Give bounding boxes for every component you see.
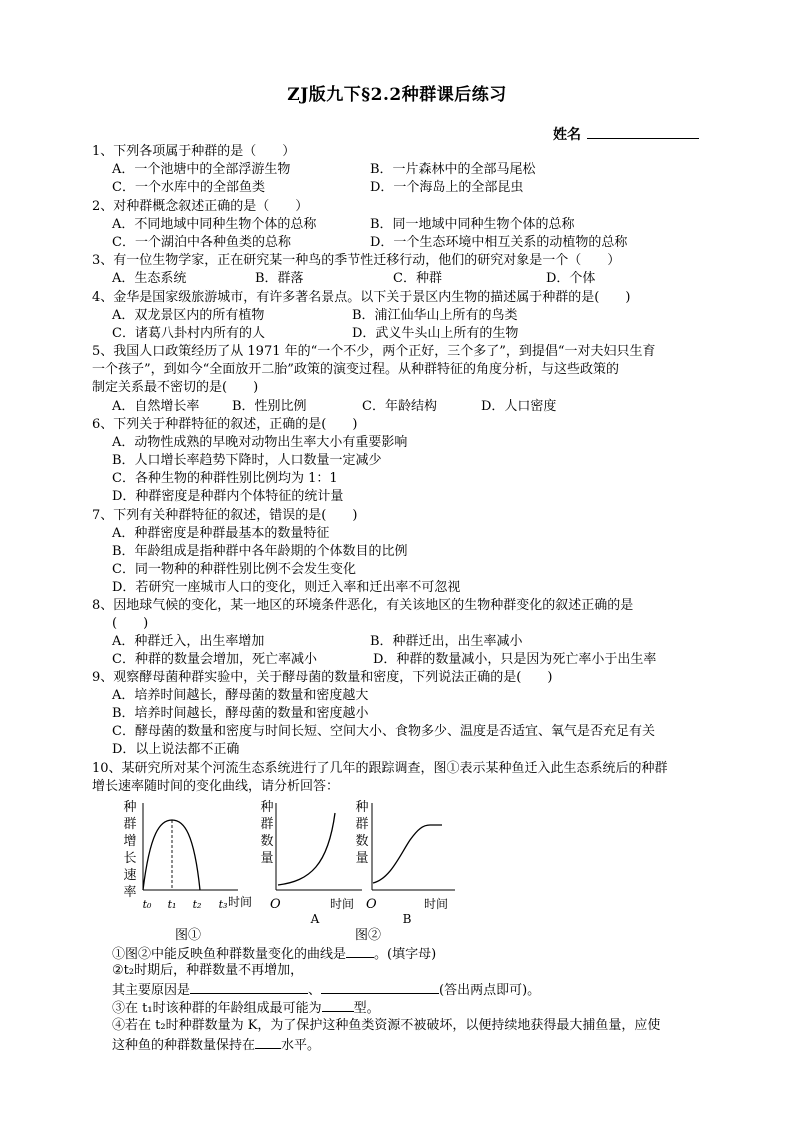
fig1-ylabel-3: 增 (123, 834, 137, 849)
q3-option-a: A．生态系统 (112, 271, 187, 286)
fig2b-ylabel-3: 数 (355, 834, 369, 849)
fig2b-label: B (402, 912, 412, 926)
q10-s1-text-end: 。(填字母) (374, 947, 437, 962)
fig2b-origin: O (366, 897, 377, 912)
fig2a-label: A (310, 912, 320, 926)
q4-options-row2 (112, 325, 519, 343)
q10-s3-text: ③在 t₁时该种群的年龄组成最可能为 (112, 1001, 322, 1016)
q3-option-c: C．种群 (393, 271, 442, 286)
fig2a-ylabel-1: 种 (260, 800, 274, 815)
fig1-tick-t3: t₃ (218, 898, 228, 911)
q7-option-b: B．年龄组成是指种群中各年龄期的个体数目的比例 (112, 544, 408, 559)
q1-option-c: C．一个水库中的全部鱼类 (112, 180, 265, 195)
fig1-ylabel-2: 群 (123, 817, 137, 832)
q5-line2: 一个孩子”，到如今“全面放开二胎”政策的演变过程。从种群特征的角度分析，与这些政策的 (92, 362, 619, 377)
fig2b-xlabel: 时间 (424, 897, 449, 911)
fig2a-ylabel-4: 量 (260, 851, 274, 866)
q6-option-c: C．各种生物的种群性别比例均为 1：1 (112, 471, 338, 486)
q2-option-c: C．一个湖泊中各种鱼类的总称 (112, 235, 291, 250)
q10-s3-text-end: 型。 (353, 1001, 380, 1016)
q10-subq2-line1: ②t₂时期后，种群数量不再增加， (112, 963, 304, 978)
fig1-tick-t0: t₀ (142, 898, 152, 911)
q10-s1-text: ①图②中能反映鱼种群数量变化的曲线是 (112, 947, 347, 962)
fig1-curve (143, 820, 200, 890)
q8-option-d: D．种群的数量减小，只是因为死亡率小于出生率 (373, 652, 657, 667)
q10-s2-text-end: (答出两点即可)。 (439, 983, 541, 998)
fig2a-ylabel-3: 数 (260, 834, 274, 849)
q8-option-b: B．种群迁出，出生率减小 (370, 634, 523, 649)
q5-options (112, 398, 557, 416)
fig2-caption: 图② (354, 928, 382, 943)
q1-stem: 1、下列各项属于种群的是（ ） (92, 144, 296, 159)
q6-option-d: D．种群密度是种群内个体特征的统计量 (112, 489, 344, 504)
page-title: ZJ版九下§2.2种群课后练习 (287, 85, 507, 105)
q3-stem: 3、有一位生物学家，正在研究某一种鸟的季节性迁移行动，他们的研究对象是一个（ ） (92, 253, 621, 268)
q9-option-c: C．酵母菌的数量和密度与时间长短、空间大小、食物多少、温度是否适宜、氧气是否充足有关 (112, 724, 655, 739)
q7-option-a: A．种群密度是种群最基本的数量特征 (112, 526, 330, 541)
q4-option-d: D．武义牛头山上所有的生物 (352, 326, 519, 341)
q5-option-c: C．年龄结构 (362, 399, 437, 414)
name-label: 姓名 (553, 127, 581, 143)
q2-option-b: B．同一地域中同种生物个体的总称 (370, 217, 575, 232)
fig1-caption: 图① (174, 928, 202, 943)
q10-s2-blank-2[interactable] (321, 980, 439, 994)
q9-option-a: A．培养时间越长，酵母菌的数量和密度越大 (112, 688, 369, 703)
q1-option-d: D．一个海岛上的全部昆虫 (370, 180, 524, 195)
q10-figures (110, 795, 460, 945)
fig2b-ylabel-1: 种 (355, 800, 369, 815)
q10-subq4-line1: ④若在 t₂时种群数量为 K，为了保护这种鱼类资源不被破坏，以便持续地获得最大捕鱼量，应使 (112, 1018, 661, 1033)
q2-option-d: D．一个生态环境中相互关系的动植物的总称 (370, 235, 628, 250)
fig2b-ylabel-2: 群 (355, 817, 369, 832)
q3-option-d: D．个体 (546, 271, 596, 286)
fig1-ylabel-4: 长 (123, 851, 137, 866)
fig1-xlabel: 时间 (228, 895, 253, 909)
figure-1-growth-rate (123, 800, 252, 943)
q5-line1: 5、我国人口政策经历了从 1971 年的“一个不少，两个正好，三个多了”，到提倡“一对夫妇只生育 (92, 344, 656, 359)
figure-2a-population (260, 800, 362, 926)
q6-option-a: A．动物性成熟的早晚对动物出生率大小有重要影响 (112, 435, 408, 450)
q8-options-row2 (112, 651, 657, 669)
q7-option-c: C．同一物种的种群性别比例不会发生变化 (112, 562, 356, 577)
fig2b-ylabel-4: 量 (355, 851, 369, 866)
q7-stem: 7、下列有关种群特征的叙述，错误的是( ) (92, 508, 358, 523)
q4-option-b: B．浦江仙华山上所有的鸟类 (352, 308, 518, 323)
q9-option-d: D．以上说法都不正确 (112, 742, 240, 757)
q1-option-b: B．一片森林中的全部马尾松 (370, 162, 536, 177)
fig2b-curve (373, 825, 442, 883)
q10-line1: 10、某研究所对某个河流生态系统进行了几年的跟踪调查，图①表示某种鱼迁入此生态系统后的种群 (92, 761, 668, 776)
q3-options (112, 270, 596, 288)
q4-options-row1 (112, 307, 518, 325)
q10-subq4-line2 (112, 1035, 320, 1055)
fig1-tick-t2: t₂ (192, 898, 202, 911)
fig2a-curve (278, 813, 335, 885)
q8-options-row1 (112, 633, 523, 651)
q5-option-b: B．性别比例 (232, 399, 307, 414)
q2-stem: 2、对种群概念叙述正确的是（ ） (92, 199, 309, 214)
name-blank[interactable] (587, 124, 699, 139)
fig1-ylabel-1: 种 (123, 800, 137, 815)
q1-options-row2 (112, 179, 524, 197)
q10-line2: 增长速率随时间的变化曲线，请分析回答： (92, 779, 340, 794)
q2-option-a: A．不同地域中同种生物个体的总称 (112, 217, 317, 232)
q10-s2-blank-1[interactable] (190, 980, 308, 994)
q10-s4-blank[interactable] (255, 1035, 281, 1049)
q10-subq2-line2 (112, 980, 540, 1000)
q8-stem: 8、因地球气候的变化，某一地区的环境条件恶化，有关该地区的生物种群变化的叙述正确的是 (92, 598, 634, 613)
q5-line3: 制定关系最不密切的是( ) (92, 380, 259, 395)
q10-s1-blank[interactable] (346, 944, 374, 958)
q9-stem: 9、观察酵母菌种群实验中，关于酵母菌的数量和密度，下列说法正确的是( ) (92, 670, 553, 685)
q10-s2-sep: 、 (308, 983, 322, 998)
q2-options-row1 (112, 216, 575, 234)
q2-options-row2 (112, 234, 628, 252)
q8-option-c: C．种群的数量会增加，死亡率减小 (112, 652, 317, 667)
q6-stem: 6、下列关于种群特征的叙述，正确的是( ) (92, 417, 358, 432)
q10-subq3 (112, 998, 380, 1018)
fig1-ylabel-5: 速 (123, 868, 137, 883)
figure-2b-population (355, 800, 455, 943)
q8-option-a: A．种群迁入，出生率增加 (112, 634, 265, 649)
q4-stem: 4、金华是国家级旅游城市，有许多著名景点。以下关于景区内生物的描述属于种群的是( ) (92, 290, 631, 305)
q10-subq1 (112, 944, 436, 964)
q7-option-d: D．若研究一座城市人口的变化，则迁入率和迁出率不可忽视 (112, 580, 461, 595)
q3-option-b: B．群落 (255, 271, 304, 286)
fig2a-ylabel-2: 群 (260, 817, 274, 832)
q1-option-a: A．一个池塘中的全部浮游生物 (112, 162, 291, 177)
q9-option-b: B．培养时间越长，酵母菌的数量和密度越小 (112, 706, 369, 721)
name-field (553, 124, 699, 144)
q5-option-d: D．人口密度 (481, 399, 557, 414)
q10-s4-text: 这种鱼的种群数量保持在 (112, 1038, 256, 1053)
fig2a-origin: O (270, 897, 281, 912)
q6-option-b: B．人口增长率趋势下降时，人口数量一定减少 (112, 453, 382, 468)
q4-option-c: C．诸葛八卦村内所有的人 (112, 326, 265, 341)
q10-s4-text-end: 水平。 (281, 1038, 321, 1053)
q10-s3-blank[interactable] (322, 998, 354, 1012)
q5-option-a: A．自然增长率 (112, 399, 200, 414)
q1-options-row1 (112, 161, 536, 179)
q4-option-a: A．双龙景区内的所有植物 (112, 308, 265, 323)
q10-s2-text: 其主要原因是 (112, 983, 191, 998)
fig1-tick-t1: t₁ (167, 898, 177, 911)
fig1-ylabel-6: 率 (123, 885, 137, 900)
q8-paren: ( ) (112, 616, 149, 631)
fig2a-xlabel: 时间 (330, 897, 355, 911)
